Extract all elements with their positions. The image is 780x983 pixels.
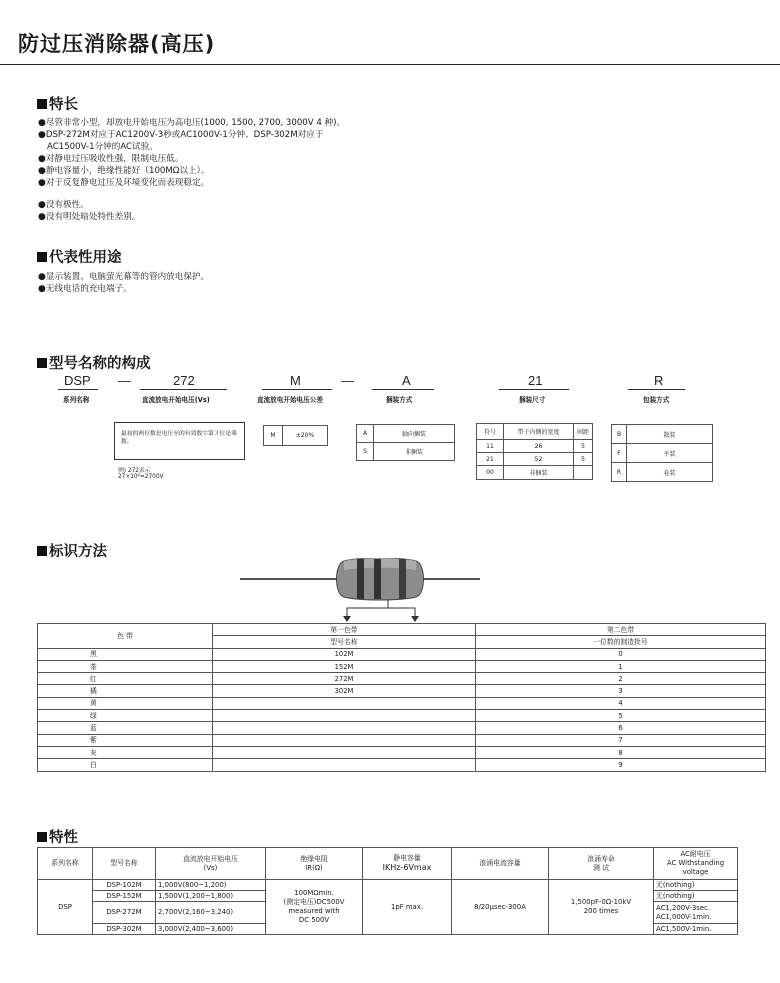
list-item: ●对静电过压吸收性强，限制电压低。 [38, 154, 184, 164]
cell-color: 白 [38, 759, 213, 771]
label-voltage: 直流放电开始电压(Vs) [142, 396, 210, 404]
label-series: 系列名称 [63, 396, 90, 404]
cell-model [213, 759, 476, 771]
example-line-2: 27×10²=2700V [118, 474, 164, 480]
list-item: ●对于反复静电过压及环境变化而表现稳定。 [38, 178, 210, 188]
cell-model [213, 697, 476, 709]
code-taping: A [402, 373, 411, 388]
table-row [38, 759, 766, 771]
cell-model: 102M [213, 648, 476, 660]
th-vs: 直流放电开始电压 (Vs) [156, 848, 266, 880]
th-cap: 静电容量 IKHz-6Vmax [363, 848, 452, 880]
cell-color: 灰 [38, 746, 213, 758]
cell-model [213, 734, 476, 746]
table-row [38, 648, 766, 660]
square-bullet-icon [37, 99, 47, 109]
series-cell: DSP [38, 880, 93, 935]
code-taping-size: 21 [528, 373, 543, 388]
code-series: DSP [64, 373, 91, 388]
applications-list [38, 271, 209, 295]
cell-lot: 3 [476, 685, 766, 697]
cell-model: 302M [213, 685, 476, 697]
voltage-note-box: 最初的两位数是电压至的有效数字第３位是乘数。 [114, 422, 245, 460]
band-2 [374, 559, 381, 599]
label-tolerance: 直流放电开始电压公差 [257, 396, 323, 404]
cell-color: 绿 [38, 710, 213, 722]
label-packing: 包装方式 [643, 396, 670, 404]
list-item: ●没有极性。 [38, 200, 89, 210]
header-band1: 第一色带 [213, 624, 476, 636]
code-tolerance: M [290, 373, 301, 388]
dash: — [118, 373, 131, 388]
cell-color: 蓝 [38, 722, 213, 734]
th-ir: 绝缘电阻 IR(Ω) [266, 848, 363, 880]
cell-lot: 0 [476, 648, 766, 660]
cell-color: 紫 [38, 734, 213, 746]
cell-lot: 2 [476, 673, 766, 685]
header-lot: 一位数的制造批号 [476, 636, 766, 648]
applications-heading: 代表性用途 [37, 246, 122, 267]
cap-cell: 1pF max. [363, 880, 452, 935]
list-item: ●显示装置、电脑萤光幕等的管内放电保护。 [38, 272, 210, 282]
th-ac: AC耐电压 AC Withstanding voltage [654, 848, 738, 880]
square-bullet-icon [37, 358, 47, 368]
specs-table: 系列名称 型号名称 直流放电开始电压 (Vs) 绝缘电阻 IR(Ω) 静电容量 IKHz-6Vmax 浪涌电流容量 浪涌寿命 测 试 AC耐电压 AC Withstanding voltage DSP DSP-102M 1,000V(800~1,200) 100MΩmin. (测定电压)DC500V measured with DC 500V 1pF max. 8/20μsec-300A 1,500pF-0Ω-10kV 200 times 无(nothing) DSP-152M 1,500V(1,200~1,800) 无(nothing) DSP-272M 2,700V(2,160~3,240) AC1,200V-3sec. AC1,000V-1min. DSP-302M 3,000V(2,400~3,600) AC1,500V-1min. [37, 847, 738, 935]
table-row [38, 746, 766, 758]
features-heading: 特长 [37, 93, 78, 114]
ir-cell: 100MΩmin. (测定电压)DC500V measured with DC 500V [266, 880, 363, 935]
th-life: 浪涌寿命 测 试 [549, 848, 654, 880]
arrow-line-2 [388, 608, 415, 618]
band-3 [399, 559, 406, 599]
page-title: 防过压消除器(高压) [18, 32, 216, 56]
square-bullet-icon [37, 832, 47, 842]
list-item: ●DSP-272M对应于AC1200V-3秒或AC1000V-1分钟、DSP-302M对应于 [38, 130, 324, 140]
cell-lot: 5 [476, 710, 766, 722]
cell-model [213, 710, 476, 722]
table-row [38, 660, 766, 672]
header-model: 型号名称 [213, 636, 476, 648]
table-row [38, 685, 766, 697]
th-series: 系列名称 [38, 848, 93, 880]
table-row [38, 710, 766, 722]
cell-model [213, 746, 476, 758]
surge-cell: 8/20μsec-300A [452, 880, 549, 935]
cell-lot: 4 [476, 697, 766, 709]
cell-color: 橘 [38, 685, 213, 697]
life-cell: 1,500pF-0Ω-10kV 200 times [549, 880, 654, 935]
taping-method-table: A 轴向捆装 S 非捆装 [356, 424, 455, 461]
packing-table: B 散装 F 平装 R 卷装 [611, 424, 713, 482]
list-item: ●尽管非常小型，却放电开始电压为高电压(1000, 1500, 2700, 3000V 4 种)。 [38, 118, 346, 128]
header-band2: 第二色带 [476, 624, 766, 636]
model-structure-heading: 型号名称的构成 [37, 352, 151, 373]
band-1 [357, 559, 364, 599]
arrow-down-icon [343, 616, 351, 622]
cell-lot: 9 [476, 759, 766, 771]
table-row [38, 673, 766, 685]
cell-lot: 6 [476, 722, 766, 734]
list-item: AC1500V-1分钟的AC试验。 [47, 142, 158, 152]
cell-color: 黑 [38, 648, 213, 660]
cell-color: 红 [38, 673, 213, 685]
arrow-down-icon [411, 616, 419, 622]
tolerance-table: M ±20% [263, 425, 328, 446]
cell-color: 黄 [38, 697, 213, 709]
cell-model: 152M [213, 660, 476, 672]
code-voltage: 272 [173, 373, 195, 388]
table-row [38, 697, 766, 709]
cell-model: 272M [213, 673, 476, 685]
features-list [38, 117, 345, 223]
table-row [38, 734, 766, 746]
cell-lot: 7 [476, 734, 766, 746]
th-model: 型号名称 [93, 848, 156, 880]
label-taping: 捆装方式 [386, 396, 413, 404]
color-code-table [37, 623, 766, 772]
square-bullet-icon [37, 252, 47, 262]
title-rule [0, 64, 780, 65]
taping-size-table: 符号 带子内侧的宽度 间距 11 26 5 21 52 5 00 非捆装 [476, 423, 593, 480]
list-item: ●没有明处暗处特性差别。 [38, 212, 141, 222]
table-row [38, 722, 766, 734]
cell-lot: 8 [476, 746, 766, 758]
th-surge: 浪涌电流容量 [452, 848, 549, 880]
square-bullet-icon [37, 546, 47, 556]
label-taping-size: 捆装尺寸 [519, 396, 546, 404]
resistor-diagram [240, 558, 480, 630]
list-item: ●无线电话的充电端子。 [38, 284, 132, 294]
cell-color: 茶 [38, 660, 213, 672]
code-packing: R [654, 373, 664, 388]
list-item: ●静电容量小，绝缘性能好（100MΩ以上）。 [38, 166, 210, 176]
specs-heading: 特性 [37, 826, 78, 847]
example-line-1: 例) 272表示 [118, 468, 151, 474]
cell-model [213, 722, 476, 734]
marking-heading: 标识方法 [37, 540, 107, 561]
dash: — [341, 373, 354, 388]
cell-lot: 1 [476, 660, 766, 672]
header-color: 色 带 [38, 624, 213, 649]
arrow-line-1 [347, 600, 388, 618]
